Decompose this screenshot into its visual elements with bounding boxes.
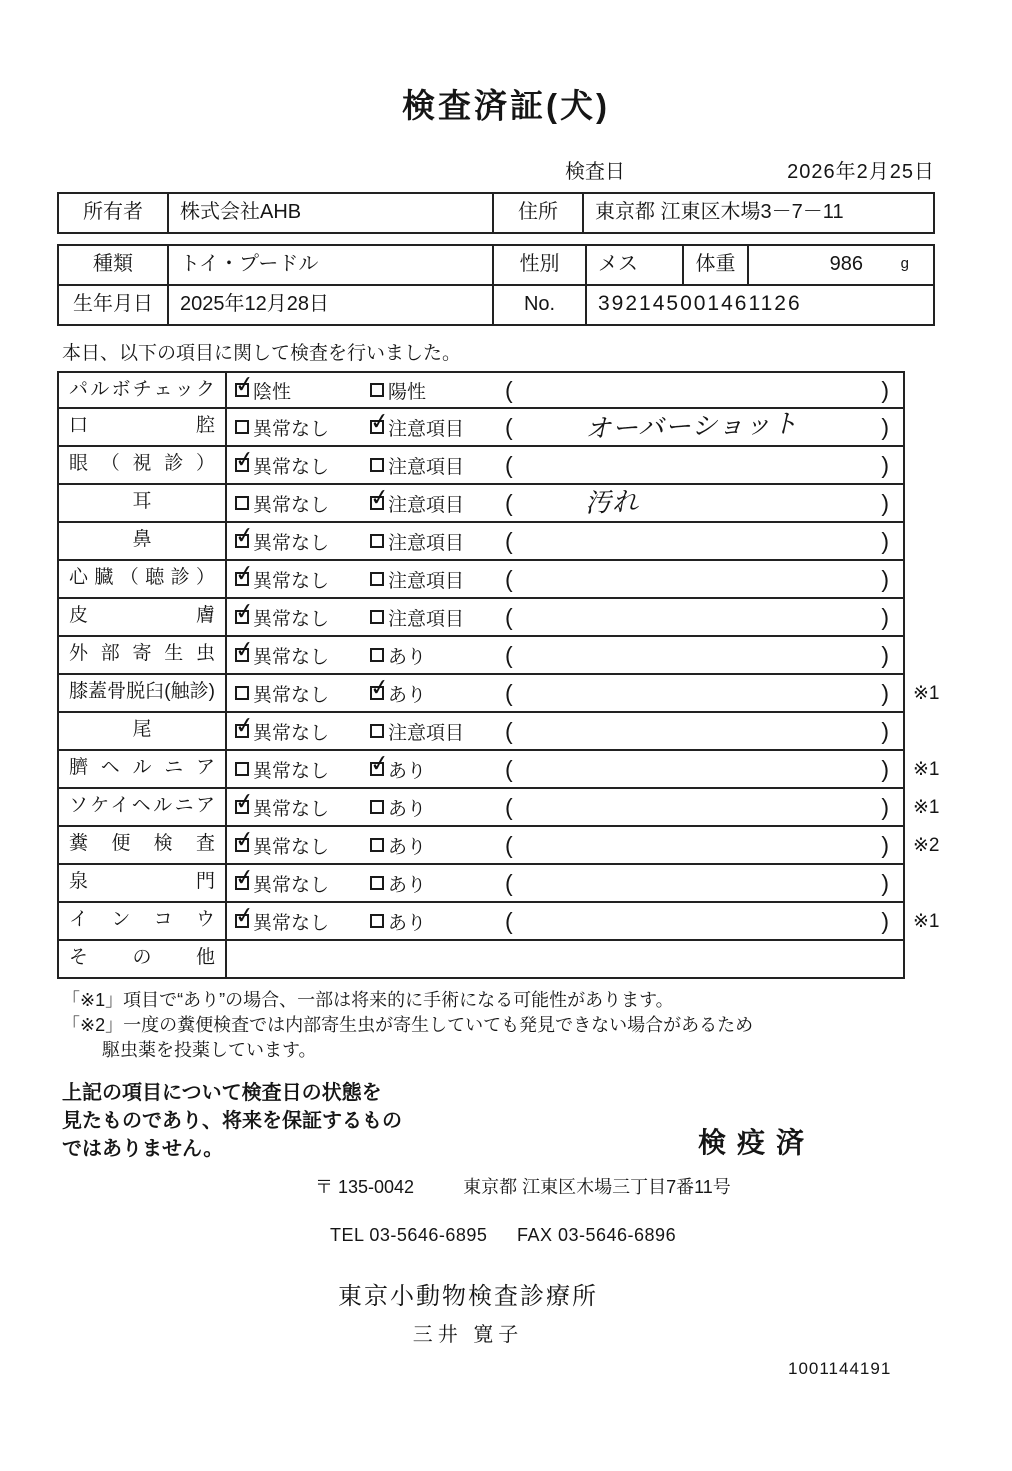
veterinarian-name: 三井 寛子 [412,1324,524,1346]
option-label: 注意項目 [388,418,465,440]
handwritten-note: オーバーショット [584,407,799,444]
owner-value: 株式会社AHB [167,194,492,232]
item-label: 眼（視診） [59,447,227,483]
inspection-row [57,482,1012,523]
item-result-cell [227,482,903,521]
item-label: 耳 [59,485,227,521]
paren-close: ) [881,793,889,820]
option-1 [233,369,370,404]
option-label: あり [388,798,427,820]
checkbox-icon [233,558,256,588]
paren-close: ) [881,679,889,706]
option-label: 異常なし [253,836,330,858]
option-label: 異常なし [253,494,330,516]
item-result-cell [227,672,903,711]
footnote-mark [905,599,965,637]
check-mark-icon: ✓ [233,900,256,930]
inspection-row [57,900,1012,941]
note-area [513,722,882,740]
inspection-row [57,941,1012,979]
checkbox-icon [370,724,384,738]
clinic-name: 東京小動物検査診療所 [338,1283,598,1310]
option-2 [370,528,505,555]
paren-open: ( [505,413,513,440]
no-label: No. [492,286,585,324]
paren-open: ( [505,376,513,403]
check-mark-icon: ✓ [368,406,391,436]
option-2 [370,870,505,897]
note-area [513,456,882,474]
weight-cell [747,246,933,284]
option-1 [233,634,370,669]
option-1 [235,756,370,783]
item-result-cell [227,369,903,407]
footnote-mark [905,371,965,409]
option-label: 異常なし [253,646,330,668]
paren-open: ( [505,869,513,896]
footnote-mark [905,941,965,979]
paren-close: ) [881,907,889,934]
inspection-row [57,558,1012,599]
postal-code: 〒 135-0042 [315,1177,415,1197]
option-label: 異常なし [253,418,330,440]
item-result-cell [227,748,903,787]
document-title: 検査済証(犬) [402,87,610,124]
note-area [513,874,882,892]
item-result-cell [227,786,903,825]
checkbox-icon [370,610,384,624]
footnote-mark [905,409,965,447]
inspection-row [57,444,1012,485]
option-label: あり [388,912,427,934]
checkbox-icon [233,596,256,626]
footnote-2-continued: 駆虫薬を投薬しています。 [102,1040,317,1060]
checkbox-icon [233,710,256,740]
paren-close: ) [881,489,889,516]
option-2 [370,642,505,669]
checkbox-icon [233,824,256,854]
inspection-row [57,862,1012,903]
option-label: あり [388,836,427,858]
paren-close: ) [881,376,889,403]
footnote-mark: ※1 [913,683,940,704]
disclaimer-line-1: 上記の項目について検査日の状態を [62,1082,382,1104]
check-mark-icon: ✓ [233,558,256,588]
owner-address-label: 住所 [492,194,582,232]
inspection-row [57,672,1012,713]
clinic-block [318,1276,618,1347]
pet-table [57,244,935,326]
check-mark-icon: ✓ [368,672,391,702]
handwritten-note: 汚れ [584,485,640,518]
checkbox-icon [370,876,384,890]
checkbox-icon [235,496,249,510]
owner-table [57,192,935,234]
checkbox-icon [235,420,249,434]
paren-open: ( [505,831,513,858]
note-area [513,912,882,930]
option-1 [233,786,370,821]
quarantine-passed-stamp: 検疫済 [697,1127,815,1158]
checkbox-icon [233,862,256,892]
option-label: あり [388,760,427,782]
inspection-row-bordered [57,710,905,751]
note-area [513,646,882,664]
option-label: 異常なし [253,798,330,820]
option-2 [368,748,505,783]
disclaimer-line-2: 見たものであり、将来を保証するもの [62,1110,402,1132]
check-mark-icon: ✓ [233,444,256,474]
disclaimer-and-stamp [62,1079,950,1163]
option-1 [233,444,370,479]
option-1 [233,710,370,745]
inspection-row [57,406,1012,447]
option-1 [233,558,370,593]
option-1 [235,490,370,517]
inspection-date-row [57,155,935,184]
inspection-table [57,371,1012,979]
clinic-address: 東京都 江東区木場三丁目7番11号 [463,1177,731,1197]
weight-unit: g [900,255,909,272]
item-label: 尾 [59,713,227,749]
item-label: 皮膚 [59,599,227,635]
footnote-mark: ※1 [913,797,940,818]
paren-close: ) [881,869,889,896]
option-label: 異常なし [253,760,330,782]
paren-close: ) [881,755,889,782]
inspection-row-bordered [57,672,905,713]
inspection-row-bordered [57,862,905,903]
item-label: ソケイヘルニア [59,789,227,825]
checkbox-icon [370,648,384,662]
inspection-row [57,824,1012,865]
option-2 [370,908,505,935]
option-2 [370,604,505,631]
inspection-row-bordered [57,558,905,599]
item-result-cell [227,710,903,749]
footnote-mark [905,713,965,751]
option-label: 異常なし [253,532,330,554]
fax-number: FAX 03-5646-6896 [516,1225,677,1245]
paren-open: ( [505,755,513,782]
breed-value: トイ・プードル [167,246,492,284]
check-mark-icon: ✓ [368,748,391,778]
check-mark-icon: ✓ [233,862,256,892]
checkbox-icon [370,534,384,548]
clinic-address-row [315,1173,1012,1199]
inspection-row-bordered [57,596,905,637]
option-label: 陰性 [253,381,292,403]
option-label: 注意項目 [388,456,465,478]
paren-open: ( [505,641,513,668]
footnote-mark [905,447,965,485]
paren-open: ( [505,907,513,934]
option-label: 異常なし [253,722,330,744]
option-2 [368,672,505,707]
item-result-cell [227,824,903,863]
option-2 [370,566,505,593]
paren-close: ) [881,413,889,440]
weight-label: 体重 [682,246,747,284]
no-value: 392145001461126 [585,286,933,324]
footnote-2: 「※2」一度の糞便検査では内部寄生虫が寄生していても発見できない場合があるため [62,1015,754,1035]
birth-label: 生年月日 [73,293,153,315]
item-result-cell [227,941,903,977]
item-label: その他 [59,941,227,977]
paren-open: ( [505,565,513,592]
option-2 [370,794,505,821]
option-2 [368,406,505,441]
option-label: 注意項目 [388,570,465,592]
tel-number: TEL 03-5646-6895 [330,1225,488,1245]
note-area [513,950,882,968]
item-result-cell [227,862,903,901]
footnote-1: 「※1」項目で“あり”の場合、一部は将来的に手術になる可能性があります。 [62,990,674,1010]
note-area [513,532,882,550]
option-1 [233,862,370,897]
paren-close: ) [881,451,889,478]
inspection-row-bordered [57,900,905,941]
inspection-date-label: 検査日 [565,161,625,183]
option-label: 異常なし [253,912,330,934]
checkbox-icon [235,686,249,700]
inspection-row [57,748,1012,789]
owner-label: 所有者 [83,201,143,223]
paren-open: ( [505,527,513,554]
note-area [513,684,882,702]
option-2 [370,832,505,859]
serial-number: 1001144191 [788,1359,892,1378]
option-label: 異常なし [253,874,330,896]
option-label: 注意項目 [388,608,465,630]
note-area [513,381,882,399]
item-result-cell [227,406,903,445]
paren-open: ( [505,717,513,744]
note-area [513,798,882,816]
option-label: 異常なし [253,570,330,592]
footnote-mark: ※1 [913,759,940,780]
inspection-row [57,634,1012,675]
paren-open: ( [505,489,513,516]
option-label: あり [388,874,427,896]
weight-value: 986 [829,253,863,275]
disclaimer-line-3: ではありません。 [62,1138,224,1160]
note-area [513,409,882,446]
check-mark-icon: ✓ [233,710,256,740]
item-result-cell [227,596,903,635]
item-result-cell [227,634,903,673]
footnote-mark [905,561,965,599]
option-2 [370,718,505,745]
item-label: 糞便検査 [59,827,227,863]
footnote-mark: ※1 [913,911,940,932]
inspection-row [57,710,1012,751]
checkbox-icon [368,406,391,436]
item-label: パルボチェック [59,373,227,407]
note-area [513,570,882,588]
birth-value: 2025年12月28日 [167,286,492,324]
checkbox-icon [233,786,256,816]
option-label: 注意項目 [388,532,465,554]
footnote-mark [905,485,965,523]
clinic-contact-row [330,1225,1012,1246]
checkbox-icon [370,572,384,586]
option-label: 異常なし [253,456,330,478]
footnote-mark [905,523,965,561]
item-label: インコウ [59,903,227,939]
option-label: 注意項目 [388,722,465,744]
checkbox-icon [370,914,384,928]
sex-label: 性別 [492,246,585,284]
inspection-row-bordered [57,444,905,485]
inspection-row-bordered [57,634,905,675]
checkbox-icon [233,444,256,474]
check-mark-icon: ✓ [233,634,256,664]
item-label: 外部寄生虫 [59,637,227,673]
option-label: あり [388,646,427,668]
intro-text: 本日、以下の項目に関して検査を行いました。 [62,343,462,364]
paren-close: ) [881,641,889,668]
inspection-row [57,786,1012,827]
inspection-row-bordered [57,520,905,561]
paren-close: ) [881,603,889,630]
paren-close: ) [881,717,889,744]
checkbox-icon [368,482,391,512]
item-result-cell [227,900,903,939]
option-2 [370,377,505,404]
checkbox-icon [233,520,256,550]
owner-address-value: 東京都 江東区木場3－7－11 [582,194,933,232]
option-label: 異常なし [253,684,330,706]
breed-label: 種類 [93,253,133,275]
checkbox-icon [370,383,384,397]
paren-open: ( [505,451,513,478]
inspection-row-bordered [57,748,905,789]
checkbox-icon [370,458,384,472]
checkbox-icon [370,838,384,852]
paren-close: ) [881,831,889,858]
option-1 [235,414,370,441]
item-result-cell [227,520,903,559]
inspection-row-bordered [57,941,905,979]
option-label: 異常なし [253,608,330,630]
disclaimer [62,1079,402,1163]
inspection-date-value: 2026年2月25日 [787,161,935,183]
footnote-mark: ※2 [913,835,940,856]
note-area [513,836,882,854]
pet-table-row-2 [59,284,933,324]
checkbox-icon [233,634,256,664]
check-mark-icon: ✓ [368,482,391,512]
note-area [513,760,882,778]
checkbox-icon [233,900,256,930]
inspection-row-bordered [57,482,905,523]
inspection-row-bordered [57,786,905,827]
pet-table-row-1 [59,246,933,284]
item-label: 口腔 [59,409,227,445]
note-area [513,608,882,626]
checkbox-icon [370,800,384,814]
item-label: 鼻 [59,523,227,559]
option-1 [235,680,370,707]
option-label: 注意項目 [388,494,465,516]
check-mark-icon: ✓ [233,596,256,626]
option-2 [368,482,505,517]
item-result-cell [227,558,903,597]
option-2 [370,452,505,479]
option-1 [233,520,370,555]
paren-open: ( [505,603,513,630]
item-label: 臍ヘルニア [59,751,227,787]
check-mark-icon: ✓ [233,786,256,816]
option-label: 陽性 [388,381,427,403]
option-label: あり [388,684,427,706]
sex-value: メス [585,246,682,284]
option-1 [233,596,370,631]
footnote-mark [905,637,965,675]
item-result-cell [227,444,903,483]
inspection-row [57,520,1012,561]
footnote-mark [905,865,965,903]
inspection-row-bordered [57,406,905,447]
checkbox-icon [368,748,391,778]
item-label: 泉門 [59,865,227,901]
paren-open: ( [505,679,513,706]
inspection-row [57,596,1012,637]
check-mark-icon: ✓ [233,520,256,550]
inspection-row-bordered [57,824,905,865]
item-label: 心臓（聴診） [59,561,227,597]
checkbox-icon [368,672,391,702]
paren-close: ) [881,527,889,554]
checkbox-icon [233,369,256,399]
note-area [513,485,882,522]
option-1 [233,900,370,935]
checkbox-icon [235,762,249,776]
paren-open: ( [505,793,513,820]
item-label: 膝蓋骨脱臼(触診) [59,675,227,711]
paren-close: ) [881,565,889,592]
inspection-row [57,371,1012,409]
check-mark-icon: ✓ [233,369,256,399]
option-1 [233,824,370,859]
check-mark-icon: ✓ [233,824,256,854]
